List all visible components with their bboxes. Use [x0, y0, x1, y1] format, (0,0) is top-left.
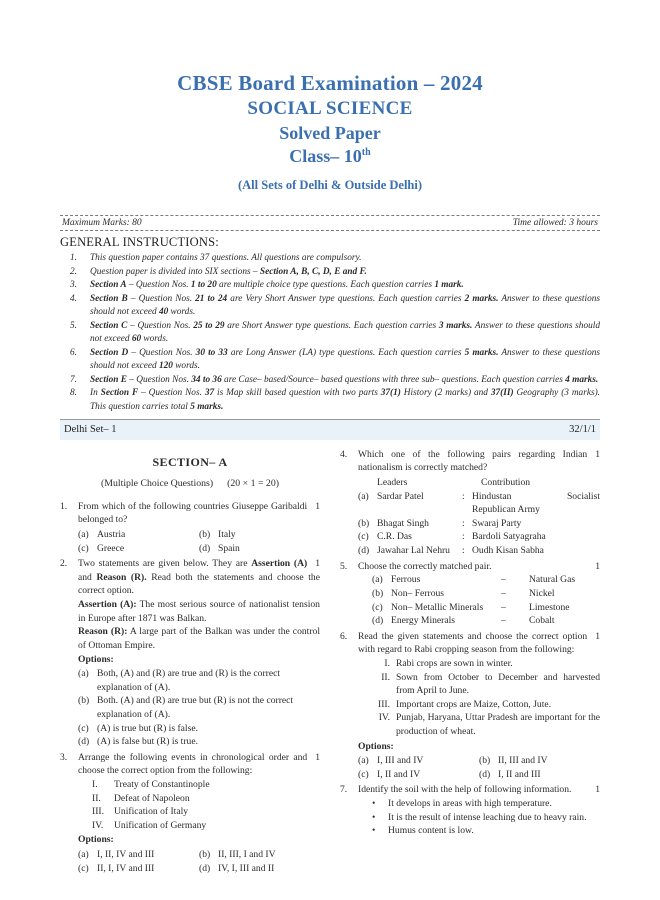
mineral-pair-c[interactable]: (c) Non– Metallic Minerals – Limestone — [372, 601, 570, 613]
question-5-marks: 1 — [595, 560, 600, 572]
question-5 — [340, 560, 600, 628]
question-2-assertion: Assertion (A): The most serious source of nationalist tension in Europe after 1871 was Balkan. — [78, 599, 320, 624]
table-header-contribution: Contribution — [481, 477, 531, 489]
question-7-marks: 1 — [595, 784, 600, 796]
instruction-text: This question paper contains 37 questions. All questions are compulsory. — [90, 253, 362, 264]
question-5-number: 5. — [340, 560, 348, 572]
question-1-number: 1. — [60, 500, 68, 512]
question-4-marks: 1 — [595, 448, 600, 460]
instruction-number: 6. — [70, 347, 77, 358]
maximum-marks: Maximum Marks: 80 — [62, 218, 142, 229]
question-7-text: 1 Identify the soil with the help of following information. — [358, 784, 600, 796]
instruction-text: Section B – Question Nos. 21 to 24 are Very Short Answer type questions. Each question carries 2 marks. Answer to these questions should not exceed 40 words. — [90, 294, 601, 318]
instruction-text: Section E – Question Nos. 34 to 36 are Case– based/Source– based questions with three sub– questions. Each question carries 4 marks. — [90, 374, 599, 385]
statement-i: I. Rabi crops are sown in winter. — [384, 657, 513, 669]
question-3-number: 3. — [60, 751, 68, 763]
statement-iv: IV. Punjab, Haryana, Uttar Pradesh are important for the production of wheat. — [378, 712, 600, 737]
question-4-text: 1 Which one of the following pairs regarding Indian nationalism is correctly matched? — [358, 448, 600, 474]
instruction-text: Question paper is divided into SIX sections – Section A, B, C, D, E and F. — [90, 266, 367, 277]
question-2-marks: 1 — [315, 558, 320, 570]
pair-row-b[interactable]: (b) Bhagat Singh : Swaraj Party — [358, 517, 522, 529]
instruction-number: 7. — [70, 374, 77, 385]
question-6-statements — [358, 657, 600, 739]
table-header-leaders: Leaders — [377, 477, 408, 489]
subject-title: SOCIAL SCIENCE — [247, 97, 413, 119]
option-a[interactable]: (a) Both, (A) and (R) are true and (R) is the correct explanation of (A). — [78, 668, 281, 693]
question-6-text: 1 Read the given statements and choose the correct option with regard to Rabi cropping season from the following: — [358, 630, 600, 656]
question-1-marks: 1 — [315, 500, 320, 512]
option-b[interactable]: (b) II, III, I and IV — [199, 848, 276, 860]
question-1 — [60, 500, 320, 555]
bullet-icon: • — [372, 825, 376, 837]
instruction-number: 4. — [70, 294, 77, 305]
option-d[interactable]: (d) Spain — [199, 542, 240, 554]
time-allowed: Time allowed: 3 hours — [512, 218, 598, 229]
question-2-reason: Reason (R): A large part of the Balkan was under the control of Ottoman Empire. — [78, 626, 320, 651]
marks-time-row — [60, 216, 600, 230]
question-3-text: 1 Arrange the following events in chronological order and choose the correct option from the following: — [78, 751, 320, 777]
mineral-pair-b[interactable]: (b) Non– Ferrous – Nickel — [372, 587, 555, 599]
set-band — [60, 420, 600, 440]
bullet-icon: • — [372, 798, 376, 810]
bullet-1: • It develops in areas with high temperature. — [372, 798, 552, 810]
question-6-options-label: Options: — [358, 740, 394, 752]
bullet-2: • It is the result of intense leaching due to heavy rain. — [372, 811, 587, 823]
question-1-text: 1 From which of the following countries Giuseppe Garibaldi belonged to? — [78, 500, 320, 526]
question-5-text: 1 Choose the correctly matched pair. — [358, 560, 600, 572]
question-6-options — [358, 754, 600, 781]
section-marks-formula: (20 × 1 = 20) — [227, 477, 279, 489]
question-3-statements — [78, 778, 320, 832]
question-4 — [340, 448, 600, 558]
option-c[interactable]: (c) Greece — [78, 542, 125, 554]
left-column — [60, 448, 320, 877]
instruction-number: 3. — [70, 280, 77, 291]
paper-type-title: Solved Paper — [279, 122, 381, 143]
section-subtitle: (Multiple Choice Questions) — [101, 477, 214, 489]
exam-title: CBSE Board Examination – 2024 — [177, 71, 483, 95]
general-instructions-heading: GENERAL INSTRUCTIONS: — [60, 235, 219, 250]
statement-ii: II. Defeat of Napoleon — [92, 792, 190, 804]
instruction-item-8 — [60, 387, 600, 413]
option-d[interactable]: (d) I, II and III — [479, 768, 541, 780]
question-columns — [60, 448, 600, 877]
instruction-number: 2. — [70, 266, 77, 277]
question-3-options-label: Options: — [78, 834, 114, 846]
pair-row-d[interactable]: (d) Jawahar Lal Nehru : Oudh Kisan Sabha — [358, 545, 544, 557]
statement-i: I. Treaty of Constantinople — [92, 778, 210, 790]
option-c[interactable]: (c) I, II and IV — [358, 768, 421, 780]
option-b[interactable]: (b) Italy — [199, 528, 236, 540]
pair-row-a-cont: Republican Army — [472, 504, 540, 516]
document-title-block — [60, 0, 600, 193]
instruction-item-6 — [60, 347, 600, 373]
option-c[interactable]: (c) (A) is true but (R) is false. — [78, 722, 198, 734]
option-b[interactable]: (b) Both. (A) and (R) are true but (R) is not the correct explanation of (A). — [78, 695, 294, 720]
question-7-number: 7. — [340, 784, 348, 796]
option-b[interactable]: (b) II, III and IV — [479, 755, 548, 767]
question-2-number: 2. — [60, 558, 68, 570]
question-2 — [60, 557, 320, 749]
instruction-item-3 — [60, 279, 600, 292]
question-6-number: 6. — [340, 630, 348, 642]
instruction-item-5 — [60, 320, 600, 346]
question-3 — [60, 751, 320, 875]
mineral-pair-d[interactable]: (d) Energy Minerals – Cobalt — [372, 615, 555, 627]
question-7 — [340, 783, 600, 837]
class-title — [60, 145, 600, 169]
statement-ii: II. Sown from October to December and harvested from April to June. — [381, 671, 600, 697]
question-3-options — [78, 848, 320, 875]
option-a[interactable]: (a) I, III and IV — [358, 755, 424, 767]
class-label: Class– 10 — [289, 146, 362, 167]
question-3-marks: 1 — [315, 751, 320, 763]
paper-code: 32/1/1 — [569, 423, 596, 435]
instruction-number: 8. — [70, 388, 77, 399]
question-6-marks: 1 — [595, 630, 600, 642]
instruction-item-4 — [60, 293, 600, 319]
instruction-item-1 — [60, 252, 600, 265]
set-label: Delhi Set– 1 — [64, 423, 117, 435]
section-title: SECTION– A — [152, 454, 228, 469]
general-instructions-list — [60, 252, 600, 414]
option-a[interactable]: (a) Austria — [78, 528, 126, 540]
question-2-text: 1 Two statements are given below. They are Assertion (A) and Reason (R). Read both the statements and choose the correct option. — [78, 558, 320, 597]
statement-iii: III. Important crops are Maize, Cotton, Jute. — [378, 698, 552, 710]
option-d[interactable]: (d) IV, I, III and II — [199, 862, 275, 874]
pair-row-c[interactable]: (c) C.R. Das : Bardoli Satyagraha — [358, 531, 546, 543]
right-column — [340, 448, 600, 877]
sets-subtitle: (All Sets of Delhi & Outside Delhi) — [237, 178, 423, 193]
option-a[interactable]: (a) I, II, IV and III — [78, 848, 155, 860]
instruction-number: 1. — [70, 253, 77, 264]
mineral-pair-a[interactable]: (a) Ferrous – Natural Gas — [372, 574, 576, 586]
question-2-options-label: Options: — [78, 654, 114, 666]
bullet-3: • Humus content is low. — [372, 825, 474, 837]
option-c[interactable]: (c) II, I, IV and III — [78, 862, 155, 874]
instruction-item-7 — [60, 374, 600, 387]
question-6 — [340, 630, 600, 782]
instruction-item-2 — [60, 266, 600, 279]
section-subtitle-row — [60, 477, 320, 491]
option-d[interactable]: (d) (A) is false but (R) is true. — [78, 736, 198, 748]
bullet-icon: • — [372, 811, 376, 823]
question-1-options — [78, 528, 320, 555]
divider-dashed-bottom — [60, 230, 600, 231]
question-4-number: 4. — [340, 448, 348, 460]
instruction-text: Section D – Question Nos. 30 to 33 are Long Answer (LA) type questions. Each question carries 5 marks. Answer to these questions should not exceed 120 words. — [90, 347, 601, 372]
instruction-text: In Section F – Question Nos. 37 is Map skill based question with two parts 37(1) History (2 marks) and 37(II) Geography (3 marks). This question carries total 5 marks. — [90, 388, 600, 412]
instruction-number: 5. — [70, 321, 77, 331]
pair-row-a[interactable]: (a) Sardar Patel : Hindustan Socialist — [358, 490, 600, 502]
statement-iii: III. Unification of Italy — [92, 806, 189, 818]
question-4-table-headers — [358, 476, 600, 490]
instruction-text: Section C – Question Nos. 25 to 29 are Short Answer type questions. Each question carries 3 marks. Answer to these questions should not exceed 60 words. — [90, 321, 600, 345]
class-ordinal-suffix: th — [361, 147, 371, 159]
statement-iv: IV. Unification of Germany — [92, 819, 207, 831]
question-2-options — [78, 667, 320, 749]
instruction-text: Section A – Question Nos. 1 to 20 are multiple choice type questions. Each question carries 1 mark. — [90, 280, 464, 291]
